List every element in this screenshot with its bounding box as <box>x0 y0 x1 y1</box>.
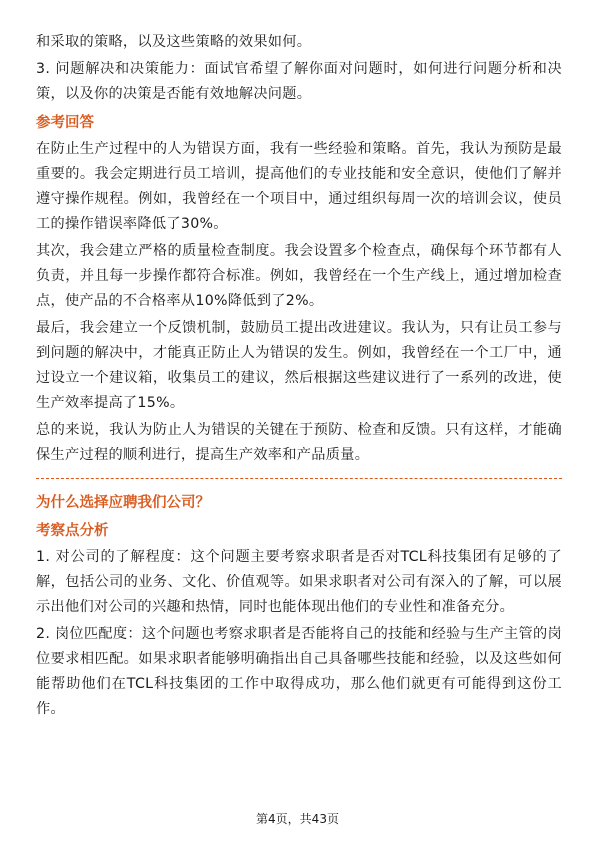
page-number: 第4页，共43页 <box>256 812 339 826</box>
reference-answer-heading: 参考回答 <box>36 115 94 131</box>
answer-paragraph-4: 总的来说，我认为防止人为错误的关键在于预防、检查和反馈。只有这样，才能确保生产过程的顺利进行，提高生产效率和产品质量。 <box>36 422 562 463</box>
answer-paragraph-3: 最后，我会建立一个反馈机制，鼓励员工提出改进建议。我认为，只有让员工参与到问题的解决中，才能真正防止人为错误的发生。例如，我曾经在一个工厂中，通过设立一个建议箱，收集员工的建议，然后根据这些建议进行了一系列的改进，使生产效率提高了15%。 <box>36 320 562 411</box>
page-content <box>36 30 562 724</box>
question-heading: 为什么选择应聘我们公司？ <box>36 495 210 511</box>
paragraph-point-3: 3. 问题解决和决策能力：面试官希望了解你面对问题时，如何进行问题分析和决策，以及你的决策是否能有效地解决问题。 <box>36 61 562 102</box>
section-divider <box>36 478 562 479</box>
paragraph-intro-tail: 和采取的策略，以及这些策略的效果如何。 <box>36 34 312 50</box>
answer-paragraph-1: 在防止生产过程中的人为错误方面，我有一些经验和策略。首先，我认为预防是最重要的。我会定期进行员工培训，提高他们的专业技能和安全意识，使他们了解并遵守操作规程。例如，我曾经在一个项目中，通过组织每周一次的培训会议，使员工的操作错误率降低了30%。 <box>36 141 562 232</box>
analysis-point-2: 2. 岗位匹配度：这个问题也考察求职者是否能将自己的技能和经验与生产主管的岗位要求相匹配。如果求职者能够明确指出自己具备哪些技能和经验，以及这些如何能帮助他们在TCL科技集团的工作中取得成功，那么他们就更有可能得到这份工作。 <box>36 626 563 717</box>
analysis-point-1: 1. 对公司的了解程度：这个问题主要考察求职者是否对TCL科技集团有足够的了解，包括公司的业务、文化、价值观等。如果求职者对公司有深入的了解，可以展示出他们对公司的兴趣和热情，同时也能体现出他们的专业性和准备充分。 <box>36 549 562 615</box>
answer-paragraph-2: 其次，我会建立严格的质量检查制度。我会设置多个检查点，确保每个环节都有人负责，并且每一步操作都符合标准。例如，我曾经在一个生产线上，通过增加检查点，使产品的不合格率从10%降低到了2%。 <box>36 243 562 309</box>
analysis-heading: 考察点分析 <box>36 523 109 539</box>
